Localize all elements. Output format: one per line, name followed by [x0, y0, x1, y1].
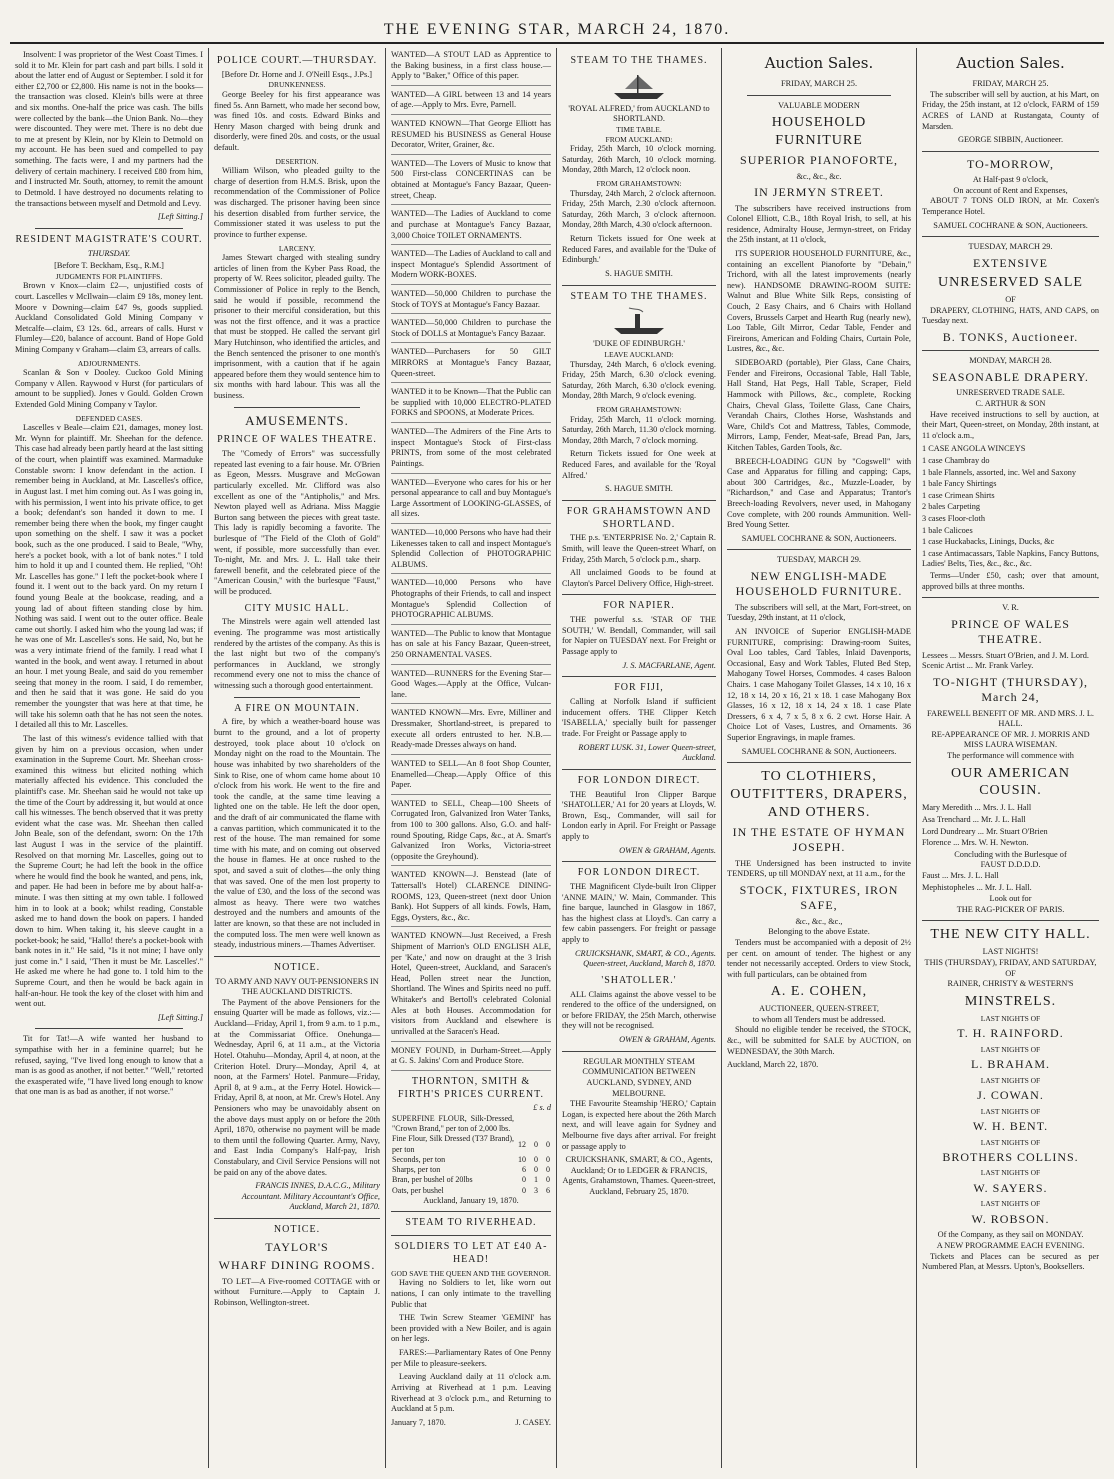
etc-line-2: &c., &c., &c., [795, 916, 843, 926]
price-cell: 3 [534, 1185, 538, 1195]
city-music-hall-title: CITY MUSIC HALL. [244, 602, 350, 614]
performer-name: BROTHERS COLLINS. [942, 1150, 1079, 1165]
new-programme: A NEW PROGRAMME EACH EVENING. [936, 1241, 1085, 1250]
left-sitting-2: [Left Sitting.] [157, 1012, 203, 1022]
desertion-title: DESERTION. [275, 156, 319, 166]
prices-date: Auckland, January 19, 1870. [423, 1195, 519, 1205]
duke-grahamstown-times: Friday, 25th March, 11 o'clock morning. Saturday, 26th March, 11.30 o'clock morning. Monday, 28th March, 7 o'clock morning. [562, 414, 716, 445]
price-cell: 0 [546, 1154, 550, 1164]
performer-name: W. SAYERS. [973, 1181, 1048, 1196]
napier-title: FOR NAPIER. [603, 600, 675, 612]
farewell-benefit: FAREWELL BENEFIT OF MR. AND MRS. J. L. HALL. [927, 708, 1094, 729]
judgments-text: Brown v Knox—claim £2—, unjustified costs of court. Lascelles v McIlwain—claim £9 18s, money lent. Moore v Downing—claim £47 9s, goods supplied. Auckland Consolidated Gold Mining Company v Metcalfe—claim, £3 12s. 6d., arrears of calls. Hurst v Flumley—£20, balance of account. Band of Hope Gold Mining Company v Graham—claim £3, arrears of calls. [15, 281, 203, 355]
rm-court-before: [Before T. Beckham, Esq., R.M.] [54, 261, 164, 271]
prices-table [391, 1114, 551, 1196]
price-row [391, 1134, 551, 1154]
steamer-icon [609, 306, 669, 336]
tomorrow-title: TO-MORROW, [966, 156, 1054, 171]
price-row [391, 1155, 551, 1165]
performer-name: J. COWAN. [977, 1088, 1044, 1103]
wanted-ad: WANTED—Everyone who cares for his or her personal appearance to call and buy Montague's Large Assortment of LOOKING-GLASSES, of all sizes. [391, 478, 551, 524]
jermyn-street: IN JERMYN STREET. [754, 185, 884, 200]
city-music-hall-text: The Minstrels were again well attended last evening. The programme was most artistically rendered by the artistes of the company. As this is the last night but two of the company's performances in Auckland, we strongly recommend every one not to miss the chance of witnessing such a thorough good entertainment. [214, 617, 380, 691]
divider [562, 500, 716, 501]
lot-item: 2 bales Carpeting [922, 502, 981, 512]
wanted-ad: WANTED to SELL, Cheap—100 Sheets of Corrugated Iron, Galvanized Iron Water Tanks, from 100 to 300 gallons. Also, G.O. and half-round Spouting, Ridge Caps, &c., at A. Smart's Galvanized Iron Works, Victoria-street (opposite the Greyhound). [391, 799, 551, 867]
wanted-ad: WANTED—50,000 Children to purchase the Stock of DOLLS at Montague's Fancy Bazaar. [391, 318, 551, 343]
pensioners-signature: FRANCIS INNES, D.A.C.G., Military Accountant. Military Accountant's Office, Auckland, March 21, 1870. [241, 1181, 380, 1212]
from-auckland: FROM AUCKLAND: [605, 134, 673, 144]
police-court-title: POLICE COURT.—THURSDAY. [216, 55, 378, 66]
cast-item: Mephistopheles ... Mr. J. L. Hall. [922, 882, 1032, 892]
date-friday-2: FRIDAY, MARCH 25. [972, 79, 1049, 89]
valuable-modern: VALUABLE MODERN [778, 100, 860, 110]
defended-title: DEFENDED CASES. [75, 413, 143, 423]
price-cell: 0 [546, 1139, 550, 1149]
price-cell: Seconds, per ton [392, 1154, 446, 1164]
pensioners-heading: TO ARMY AND NAVY OUT-PENSIONERS IN THE AUCKLAND DISTRICTS. [215, 976, 379, 997]
date-tuesday-2: TUESDAY, MARCH 29. [968, 242, 1053, 252]
auction-sales-header: Auction Sales. [764, 54, 874, 72]
price-row [391, 1165, 551, 1175]
cochrane-signature-2: SAMUEL COCHRANE & SON, Auctioneers. [741, 746, 897, 756]
regular-steam-title: REGULAR MONTHLY STEAM COMMUNICATION BETWEEN AUCKLAND, SYDNEY, AND MELBOURNE. [582, 1056, 696, 1098]
farm-text: The subscriber will sell by auction, at his Mart, on Friday, the 25th instant, at 12 o'clock, FARM of 159 ACRES of LAND at Rustangata, County of Marsden. [922, 89, 1099, 131]
tenders-text: Tenders must be accompanied with a deposit of 2½ per cent. on amount of tender. The highest or any tender not necessarily accepted. Orders to view Stock, with full particulars, can be obtained from [727, 937, 911, 979]
cast-item: Florence ... Mrs. W. H. Newton. [922, 838, 1029, 848]
wanted-ad: WANTED—10,000 Persons who have had their Likenesses taken to call and inspect Montague's Splendid Collection of PHOTOGRAPHIC ALBUMS. [391, 528, 551, 574]
cast-item: Asa Trenchard ... Mr. J. L. Hall [922, 814, 1026, 824]
notice2-title: NOTICE. [273, 1224, 321, 1236]
wanted-ad: WANTED—The Public to know that Montague has on sale at his Fancy Bazaar, Queen-street, 250 ORNAMENTAL VASES. [391, 629, 551, 665]
pow-theatre-title: PRINCE OF WALES THEATRE. [217, 434, 377, 446]
thames-title: STEAM TO THE THAMES. [570, 55, 708, 66]
price-cell: 0 [546, 1175, 550, 1185]
divider [562, 676, 716, 677]
faust-cast-list [922, 871, 1099, 893]
taylors-title: TAYLOR'S [265, 1239, 329, 1254]
column-2 [209, 48, 386, 1468]
police-court-before: [Before Dr. Horne and J. O'Neill Esqs., J.Ps.] [221, 69, 373, 79]
price-cell: Sharps, per ton [392, 1165, 441, 1175]
napier-text: THE powerful s.s. 'STAR OF THE SOUTH,' W. Bendall, Commander, will sail for Napier on TUESDAY next. For Freight or Passage apply to [562, 615, 716, 657]
cohen-date: Auckland, March 22, 1870. [727, 1060, 819, 1070]
lot-item: 3 cases Floor-cloth [922, 513, 985, 523]
divider [391, 1235, 551, 1236]
unclaimed-goods: All unclaimed Goods to be found at Clayton's Parcel Delivery Office, High-street. [562, 568, 716, 588]
column-3 [386, 48, 557, 1468]
tonight-title: TO-NIGHT (THURSDAY), March 24, [932, 674, 1089, 705]
wanted-ad: WANTED KNOWN—Just Received, a Fresh Shipment of Marrion's OLD ENGLISH ALE, per 'Kate,' and now on draught at the 3 Irish Hotel, Queen-street, Auckland, and Saracen's Head, Pollen street near the Junction, Shortland. The Wines and Spirits need no puff. Whitaker's and Bertoll's celebrated Colonial Ales at both Houses. Accommodation for visitors from Auckland and elsewhere is unrivalled at the Saracen's Head. [391, 931, 551, 1041]
grahamstown-times: Thursday, 24th March, 2 o'clock afternoon. Friday, 25th March, 2.30 o'clock afternoon. Saturday, 26th March, 3 o'clock afternoon. Monday, 28th March, 4.30 o'clock afternoon. [562, 188, 716, 230]
divider [234, 407, 360, 408]
thames-title-2: STEAM TO THE THAMES. [570, 290, 708, 302]
lots-list [922, 444, 1099, 570]
performance-commence: The performance will commence with [947, 750, 1074, 760]
defended-text-2: The last of this witness's evidence tallied with that given by him on a previous occasion, when under examination in the Supreme Court. Mr. Sheehan cross-examined this witness but elicited nothing which materially affected his evidence. This concluded the plaintiff's case. Mr. Sheehan said he would not take up the time of the Court by addressing it, but would at once call his witnesses. The bench observed that it was pretty evident what the case was. Mr. Sheehan then called John Beale, son of the defendant, sworn: On the 17th last August I was in the service of the plaintiff. Resolved on that morning Mr. Lascelles, going out to the Supreme Court; he had left the book in the office where he would find the book he wanted, and pens, ink, and paper. He had been in before me by about half-a-minute. I was then sitting at my own table. I followed him in to look at a book; whilst reading, Constable asked me to hand down the book on papers. I handed down to him. When taking it, his sleeve caught in a pocket-book; he said, "Hallo! there's a pocket-book with bank notes in it." He said, "Is it not mine; I have only just come in." I said, "Then it must be Mr. Lascelles'." He asked me where he had gone to. I told him to the Supreme Court, and then he would be back again in half-an-hour. He took the key of the closet with him and went out. [15, 733, 203, 1009]
last-nights-of: LAST NIGHTS OF [980, 1137, 1041, 1147]
prices-current-title: THORNTON, SMITH & FIRTH'S PRICES CURRENT. [398, 1075, 544, 1100]
divider [922, 920, 1099, 921]
lot-item: 1 bale Flannels, assorted, inc. Wel and Saxony [922, 467, 1077, 477]
cast-item: Lord Dundreary ... Mr. Stuart O'Brien [922, 826, 1048, 836]
cruickshank-1: CRUICKSHANK, SMART, & CO., Agents. Queen-street, Auckland, March 8, 1870. [575, 948, 716, 969]
drapery-text: DRAPERY, CLOTHING, HATS, AND CAPS, on Tuesday next. [922, 305, 1099, 326]
seasonable-drapery: SEASONABLE DRAPERY. [932, 369, 1089, 384]
rent-account: On account of Rent and Expenses, [953, 185, 1068, 195]
price-row [391, 1114, 551, 1134]
shatoller-notice-title: 'SHATOLLER.' [601, 974, 677, 986]
price-cell: 0 [522, 1175, 526, 1185]
price-cell [527, 1114, 539, 1134]
rm-court-day: THURSDAY. [87, 248, 131, 258]
of-line: OF [1005, 295, 1016, 305]
lot-item: 1 bale Calicoes [922, 525, 973, 535]
wanted-ad: WANTED—RUNNERS for the Evening Star—Good Wages.—Apply at the Office, Vulcan-lane. [391, 669, 551, 705]
scenic-artist: Scenic Artist ... Mr. Frank Varley. [922, 661, 1034, 671]
invoice-text: AN INVOICE of Superior ENGLISH-MADE FURNITURE, comprising: Drawing-room Suites, Oval Loo tables, Card Tables, Inlaid Davenports, Occasional, Easy and Work Tables, Fluted Bed Step, Mahogany Towel Horses, Commodes. 4 cases Baloon Chairs. 1 case Mahogany Toilet Glasses, 14 x 10, 16 x 12, 18 x 14, 20 x 16, 21 x 18. 1 case Mahogany Box Glasses, 16 x 12, 18 x 14, 24 x 18. 1 case Plate Dressers, 6 x 4, 7 x 5, 8 x 6. 2 cwt. Horse Hair. A Choice Lot of Vases, Lustres, and Ornaments. 36 Superior Engravings, in maple frames. [727, 626, 911, 743]
wanted-ad: WANTED it to be Known—That the Public can be supplied with 10,000 ELECTRO-PLATED FORKS and SPOONS, at Moderate Prices. [391, 387, 551, 423]
belonging-text: Belonging to the above Estate. [768, 927, 870, 937]
undersigned-text: THE Undersigned has been instructed to invite TENDERS, up till MONDAY next, at 11 a.m., for the [727, 858, 911, 879]
tickets-text: Tickets and Places can be secured as per Numbered Plan, at Messrs. Upton's, Booksellers. [922, 1251, 1099, 1272]
divider [747, 95, 891, 96]
price-row [391, 1175, 551, 1185]
from-grahamstown-2: FROM GRAHAMSTOWN: [596, 404, 682, 414]
left-sitting: [Left Sitting.] [157, 212, 203, 222]
adjournments-title: ADJOURNMENTS. [77, 358, 141, 368]
price-cell: Fine Flour, Silk Dressed (T37 Brand), per ton [392, 1134, 514, 1154]
fire-title: A FIRE ON MOUNTAIN. [234, 702, 360, 714]
wanted-ad: WANTED—50,000 Children to purchase the Stock of TOYS at Montague's Fancy Bazaar. [391, 289, 551, 314]
hero-text: THE Favourite Steamship 'HERO,' Captain Logan, is expected here about the 26th March next, and will leave again for Sydney and Melbourne five days after arrival. For freight or passage apply to [562, 1099, 716, 1151]
return-tickets-2: Return Tickets issued for One week at Reduced Fares, and available for the 'Royal Alfred.' [562, 449, 716, 480]
last-nights-of: LAST NIGHTS OF [980, 1106, 1041, 1116]
concluding: Concluding with the Burlesque of [954, 849, 1067, 859]
price-cell: 0 [534, 1165, 538, 1175]
furniture-text-1: The subscribers have received instructions from Colonel Elliott, C.B., 18th Royal Irish, to sell, at his residence, Admiralty House, Jermyn-street, on Friday the 25th instant, at 11 o'clock, [727, 203, 911, 245]
arthur-name: C. ARTHUR & SON [975, 398, 1046, 408]
columns [10, 48, 1104, 1468]
lot-item: 1 case Crimean Shirts [922, 490, 995, 500]
price-cell: 0 [546, 1165, 550, 1175]
insolvency-text: Insolvent: I was proprietor of the West Coast Times. I sold it to Mr. Klein for part cash and part bills. I sold it about the latter end of August or September. I sold it for either £2,700 or £2,800. His name is not in the books—the transaction was closed. Klein's bills were at three and six months. One-half the price was cash. The bills were collected by the bank—the Union Bank. No—they were discounted. They were met. There is no debt due to me at present by Klein, nor by Klein to Detmold on my account. He has been sued and compelled to pay something. The facts were, I and my partners had the delivery of certain machinery. I received £80 from him, and I instructed Mr. South, attorney, to remit the amount to Detmold. I have destroyed no documents relating to the transactions between myself and Detmold and Levy. [15, 50, 203, 208]
etc-line: &c., &c., &c. [796, 171, 842, 181]
wanted-ad: WANTED to SELL—An 8 foot Shop Counter, Enamelled—Cheap.—Apply Office of this Paper. [391, 759, 551, 795]
macfarlane-signature: J. S. MACFARLANE, Agent. [622, 660, 716, 670]
minstrels-title: MINSTRELS. [964, 993, 1057, 1009]
from-grahamstown: FROM GRAHAMSTOWN: [596, 179, 682, 189]
last-nights-of: LAST NIGHTS OF [980, 1013, 1041, 1023]
faust-title: FAUST D.D.D.D. [980, 860, 1041, 870]
defended-text: Lascelles v Beale—claim £21, damages, money lost. Mr. Wynn for plaintiff. Mr. Sheehan for the defence. This case had already been partly heard at the last sitting of the court, when plaintiff was examined. Marmaduke Constable sworn: I know defendant in the action. I remember being in Auckland, at Mr. Lascelles's office, in August last. I met him coming out. As I was going in, with his permission, I went into his private office, to get a book; defendant's son handed it down to me. I remember being there when the book, my finger caught upon something on the shelf. I saw it was a pocket book, such as the one produced. I said to Beale, "Why, here's a pocket book, with a lot of bank notes." I told him to hold it up and I counted them. He replied, "Oh! Mr. Lascelles has gone." I left the pocket-book where I found it. I went out to the back yard. On my return I found young Beale at the bookcase, reading, and a young lad of about fifteen standing close by him. Nothing was said. I went out to the outer office. Beale came out shortly. I asked him who the young lad was; if he was one of Mr. Lascelles's sons. He said, No, but he was a very intimate friend of the family. I read what I wanted in the book, and went away. I returned in about an hour. I met young Beale, and said do you remember seeing that money in the room. I said, I do remember, and then he said that it was gone. He said do you remember the youngster that was here at that time, he will take his solemn oath that he has not seen the notes. I detailed all this to Mr. Lascelles. [15, 423, 203, 730]
lessees: Lessees ... Messrs. Stuart O'Brien, and J. M. Lord. [922, 650, 1089, 660]
price-cell: 6 [546, 1185, 550, 1195]
cohen-name: A. E. COHEN, [770, 984, 868, 1000]
date-monday: MONDAY, MARCH 28. [969, 356, 1052, 366]
pow-theatre-text: The "Comedy of Errors" was successfully repeated last evening to a fair house. Mr. O'Brien as Egeon, Messrs. Musgrave and McGowan particularly excelled. Mr. Clifford was also excellent as one of the "Antipholis," and Mrs. Newton played well as Adriana. Miss Maggie Burton sang between the pieces with great taste. This lady is rapidly becoming a favorite. The burlesque of "The Field of the Cloth of Gold" went, if possible, more successfully than ever. To-night, Mr. and Mrs. J. L. Hall take their farewell benefit, and the celebrated piece of the "American Cousin," with the burlesque "Faust," will be produced. [214, 449, 380, 596]
auction-sales-header-2: Auction Sales. [956, 54, 1065, 72]
price-cell: Oats, per bushel [392, 1185, 444, 1195]
divider [922, 151, 1099, 152]
column-5 [722, 48, 917, 1468]
price-row [391, 1186, 551, 1196]
divider [562, 769, 716, 770]
riverhead-title: STEAM TO RIVERHEAD. [405, 1217, 537, 1229]
grahamstown-shortland-title: FOR GRAHAMSTOWN AND SHORTLAND. [566, 505, 712, 530]
wanted-ad: WANTED KNOWN—J. Benstead (late of Tattersall's Hotel) CLARENCE DINING-ROOMS, 123, Queen-street (next door Union Bank). Hot Suppers of all kinds. Fowls, Ham, Eggs, Oysters, &c., &c. [391, 870, 551, 927]
last-nights-of: LAST NIGHTS OF [980, 1075, 1041, 1085]
divider [234, 697, 360, 698]
lot-item: 1 bale Fancy Shirtings [922, 479, 997, 489]
price-cell: Bran, per bushel of 20lbs [392, 1175, 473, 1185]
last-nights-of: LAST NIGHTS OF [980, 1044, 1041, 1054]
ragpicker-title: THE RAG-PICKER OF PARIS. [956, 904, 1065, 914]
shatoller-text: THE Beautiful Iron Clipper Barque 'SHATOLLER,' A1 for 20 years at Lloyds, W. Brown, Esq., Commander, will sail for London early in April. For Freight or Passage apply to [562, 789, 716, 841]
pensioners-text: The Payment of the above Pensioners for the ensuing Quarter will be made as follows, viz.:—Auckland—Friday, April 1, from 9 a.m. to 1 p.m., at the Commissariat Office. Onehunga—Wednesday, April 6, at 11 a.m., at the Victoria Hotel. Otahuhu—Monday, April 4, at noon, at the Criterion Hotel. Drury—Monday, April 4, at noon, at the Farmers' Hotel. Panmure—Friday, April 8, at 9 a.m., at the Ferry Hotel. Howick—Friday, April 8, at noon, at Mr. Crew's Hotel. Any Pensioners who may be unavoidably absent on the above days must apply on or before the 20th April, 1870, otherwise no payment will be made to them until the following Quarter. Army, Navy, and East India Company's Half-pay, Irish Constabulary, and Civil Service Pensions will not be paid on any of the above dates. [214, 997, 380, 1177]
tonks-signature: B. TONKS, Auctioneer. [942, 329, 1079, 344]
lot-item: 1 case Huckabacks, Linings, Ducks, &c [922, 537, 1055, 547]
should-text: Should no eligible tender be received, the STOCK, &c., will be submitted for SALE by AUCTION, on WEDNESDAY, the 30th March. [727, 1025, 911, 1056]
god-save-queen: GOD SAVE THE QUEEN AND THE GOVERNOR. [391, 1268, 551, 1278]
drunkenness-text: George Beeley for his first appearance was fined 5s. Ann Barnett, who made her second bow, was fined 10s. and costs. Edward Binks and Henry Mason charged with being drunk and disorderly, were fined 20s. and costs, or the usual default. [214, 90, 380, 153]
wanted-ad: WANTED—10,000 Persons who have Photographs of their Friends, to call and inspect Montague's Splendid Collection of PHOTOGRAPHIC ALBUMS. [391, 578, 551, 624]
performer-names [922, 1014, 1099, 1228]
divider [391, 1211, 551, 1212]
date-friday: FRIDAY, MARCH 25. [780, 79, 858, 89]
fiji-title: FOR FIJI, [614, 682, 664, 694]
wharf-dining-title: WHARF DINING ROOMS. [218, 1258, 376, 1273]
price-cell: 1 [534, 1175, 538, 1185]
last-nights-of: LAST NIGHTS OF [980, 1168, 1041, 1178]
price-cell [539, 1114, 551, 1134]
date-tuesday: TUESDAY, MARCH 29. [777, 555, 861, 565]
hague-smith-1: S. HAGUE SMITH. [605, 268, 673, 278]
this-thursday: THIS (THURSDAY), FRIDAY, AND SATURDAY, OF [924, 957, 1097, 978]
price-cell: SUPERFINE FLOUR, Silk-Dressed, "Crown Brand," per ton of 2,000 lbs. [392, 1113, 514, 1134]
divider [214, 1218, 380, 1219]
company-sail: Of the Company, as they sail on MONDAY. [937, 1230, 1084, 1240]
divider [922, 597, 1099, 598]
owen-graham-1: OWEN & GRAHAM, Agents. [619, 845, 716, 855]
price-cell: 6 [522, 1165, 526, 1175]
price-cell: 0 [534, 1154, 538, 1164]
riverhead-footer [391, 1418, 551, 1429]
lusk-signature: ROBERT LUSK. 31, Lower Queen-street, Auckland. [578, 742, 716, 763]
larceny-title: LARCENY. [278, 243, 316, 253]
drunkenness-title: DRUNKENNESS. [268, 80, 326, 90]
wanted-ads-list [391, 50, 551, 1042]
half-past: At Half-past 9 o'clock, [972, 175, 1049, 185]
performer-name: L. BRAHAM. [970, 1057, 1050, 1072]
furniture-text-2: ITS SUPERIOR HOUSEHOLD FURNITURE, &c., containing an excellent Pianoforte by "Debain," Trichord, with all the latest improvements (nearly new). HANDSOME DRAWING-ROOM SUITE: Walnut and Blue White Silk Reps, consisting of Couch, 2 Easy Chairs, and 6 Chairs with Holland Covers, Brussels Carpet and Hearth Rug (nearly new), Loo Table, Gilt Mirror, Cedar Table, Fender and Fireirons, American and Folding Chairs, Curtain Pole, Lustres, &c., &c. [727, 248, 911, 354]
fares-text: FARES:—Parliamentary Rates of One Penny per Mile to pleasure-seekers. [391, 1348, 551, 1368]
lot-item: 1 case Antimacassars, Table Napkins, Fancy Buttons, Ladies' Belts, Ties, &c., &c., &c. [922, 548, 1099, 569]
performer-name: W. H. BENT. [972, 1119, 1049, 1134]
divider [727, 549, 911, 550]
cruickshank-2: CRUICKSHANK, SMART, & CO., Agents, Auckland; Or to LEDGER & FRANCIS, Agents, Grahamstown, Thames. Queen-street, Auckland, February 25, 1870. [562, 1155, 716, 1197]
amusements-title: AMUSEMENTS. [245, 412, 349, 428]
addressed-text: to whom all Tenders must be addressed. [752, 1014, 886, 1024]
judgments-title: JUDGMENTS FOR PLAINTIFFS. [55, 271, 163, 281]
claims-text: ALL Claims against the above vessel to be rendered to the office of the undersigned, on or before FRIDAY, the 25th March, otherwise they will not be recognised. [562, 989, 716, 1031]
soldiers-text: Having no Soldiers to let, like worn out nations, I can only intimate to the travelling Public that [391, 1278, 551, 1309]
masthead [10, 6, 1104, 44]
notice-title: NOTICE. [273, 961, 321, 973]
owen-graham-2: OWEN & GRAHAM, Agents. [619, 1035, 716, 1045]
column-6 [917, 48, 1104, 1468]
divider [922, 236, 1099, 237]
duke-auckland-times: Thursday, 24th March, 6 o'clock evening. Friday, 25th March, 6.30 o'clock evening. Saturday, 26th March, 6.30 o'clock evening. Monday, 28th March, 9 o'clock evening. [562, 359, 716, 401]
arthur-text: Have received instructions to sell by auction, at their Mart, Queen-street, on Monday, 28th instant, at 11 o'clock a.m., [922, 409, 1099, 440]
lot-item: 1 CASE ANGOLA WINCEYS [922, 444, 1026, 454]
reappearance: RE-APPEARANCE OF MR. J. MORRIS AND MISS LAURA WISEMAN. [931, 729, 1090, 750]
divider [562, 285, 716, 286]
enterprise-text: THE p.s. 'ENTERPRISE No. 2,' Captain R. Smith, will leave the Queen-street Wharf, on Friday, 25th March, 5 o'clock p.m., sharp. [562, 533, 716, 564]
lookout: Look out for [989, 894, 1032, 904]
wanted-ad: WANTED—A STOUT LAD as Apprentice to the Baking business, in a first class house.—Apply to "Baker," Office of this paper. [391, 50, 551, 86]
money-found-text: MONEY FOUND, in Durham-Street.—Apply at G. S. Jakins' Corn and Produce Store. [391, 1045, 551, 1066]
rm-court-title: RESIDENT MAGISTRATE'S COURT. [15, 233, 203, 245]
riverhead-date: January 7, 1870. [391, 1417, 446, 1427]
performer-name: T. H. RAINFORD. [957, 1026, 1064, 1041]
divider [922, 350, 1099, 351]
divider [727, 762, 911, 763]
furniture-text-4: BREECH-LOADING GUN by "Cogswell" with Case and Apparatus for filling and capping; Caps, about 300 Cartridges, &c., Muzzle-Loader, by "Richardson," and Case and Apparatus; Trantor's Breech-loading Revolvers, never used, in Mahogany Cove complete, with 200 rounds Ammunition. Well-Bred Young Setter. [727, 456, 911, 530]
price-cell: 0 [534, 1139, 538, 1149]
london-title-1: FOR LONDON DIRECT. [577, 774, 701, 786]
wanted-ad: WANTED—The Admirers of the Fine Arts to inspect Montague's Stock of First-class PRINTS, from some of the most celebrated Paintings. [391, 427, 551, 473]
old-iron-text: ABOUT 7 TONS OLD IRON, at Mr. Coxen's Temperance Hotel. [922, 196, 1099, 217]
wanted-ad: WANTED—A GIRL between 13 and 14 years of age.—Apply to Mrs. Evre, Parnell. [391, 90, 551, 115]
fiji-text: Calling at Norfolk Island if sufficient inducement offers. THE Clipper Ketch 'ISABELLA,' specially built for passenger trade. For Freight or Passage apply to [562, 697, 716, 738]
clothiers-title: TO CLOTHIERS, OUTFITTERS, DRAPERS, AND OTHERS. [730, 769, 908, 821]
column-1 [10, 48, 209, 1468]
fire-text: A fire, by which a weather-board house was burnt to the ground, and a lot of property destroyed, took place about 10 o'clock on Monday night on the road to the Mountain. The house was inhabited by two shareholders of the Sink to Rise, one of whom came home about 10 o'clock from his work. He went to the fire and took the candle, at the same time leaving a lighted one on the table. He left the door open, and the draft of air communicated the flame with a canvas partition, which communicated it to the rest of the house. The man remained for some time with his mate, and on coming out observed the house in flames. He at once rushed to the spot, and saved a suit of clothes—the only thing that was saved. One of the men lost property to the value of £30, and the loss of the second was almost as heavy. There were two watches destroyed and the numbers and amounts of the latter are known, so that these are not included in the computed loss. The men were well known as steady, industrious miners.—Thames Advertiser. [214, 717, 380, 950]
soldiers-title: SOLDIERS TO LET AT £40 A-HEAD! [394, 1241, 548, 1266]
price-cell: 0 [522, 1185, 526, 1195]
divider [214, 956, 380, 957]
lot-item: 1 case Chambray do [922, 455, 990, 465]
hague-smith-2: S. HAGUE SMITH. [605, 484, 673, 494]
estate-title: IN THE ESTATE OF HYMAN JOSEPH. [732, 825, 906, 855]
money-found-ad [391, 1046, 551, 1071]
cochrane-signature-1: SAMUEL COCHRANE & SON, Auctioneers. [741, 533, 897, 543]
divider [35, 228, 183, 229]
auckland-times: Friday, 25th March, 10 o'clock morning. Saturday, 26th March, 10 o'clock morning. Monday, 28th March, 12 o'clock noon. [562, 144, 716, 175]
tit-for-tat: Tit for Tat!—A wife wanted her husband to sympathise with her in a feminine quarrel; but he refused, saying, "I've lived long enough to know that a man is as good as another, if not better." "Well," retorted the exasperated wife, "I have lived long enough to know that one man is as bad as another, if not worse." [15, 1034, 203, 1097]
larceny-text: James Stewart charged with stealing sundry articles of linen from the Kyber Pass Road, the property of W. Rees solicitor, pleaded guilty. The Commissioner of Police in reply to the Bench, said he would if possible, recommend the prisoner to their merciful consideration, but this was not the first offence, and it was a practice that must be stopped. He called the servant girl Mary Hutchinson, who identified the articles, and the Bench sentenced the prisoner to one month's imprisonment, with a caution that if he again appeared before them they would sentence him to six months with hard labour. This was all the business. [214, 253, 380, 401]
divider [562, 594, 716, 595]
cast-list [922, 803, 1099, 848]
duke-title: 'DUKE OF EDINBURGH.' [593, 339, 685, 349]
timetable-title: TIME TABLE. [616, 125, 662, 135]
price-cell: 12 [518, 1139, 526, 1149]
wanted-ad: WANTED—The Ladies of Auckland to call and inspect Montague's Splendid Assortment of Modern WORK-BOXES. [391, 249, 551, 285]
household-furniture: HOUSEHOLD FURNITURE [771, 115, 867, 149]
leave-auckland: LEAVE AUCKLAND: [604, 349, 674, 359]
riverhead-signature: J. CASEY. [515, 1417, 551, 1427]
rainer-title: RAINER, CHRISTY & WESTERN'S [947, 979, 1074, 989]
wanted-ad: WANTED—The Lovers of Music to know that 500 First-class CONCERTINAS can be obtained at Montague's Fancy Bazaar, Queen-street, Cheap. [391, 159, 551, 205]
royal-alfred-title: 'ROYAL ALFRED,' from AUCKLAND to SHORTLAND. [568, 103, 710, 124]
cohen-title: AUCTIONEER, QUEEN-STREET, [759, 1004, 879, 1014]
wanted-ad: WANTED—The Ladies of Auckland to come and purchase at Montague's Fancy Bazaar, 3,000 Choice TOILET ORNAMENTS. [391, 209, 551, 245]
london-title-2: FOR LONDON DIRECT. [577, 867, 701, 879]
superior-pianoforte: SUPERIOR PIANOFORTE, [740, 153, 898, 168]
price-cell: 10 [518, 1154, 526, 1164]
cast-item: Faust ... Mrs. J. L. Hall [922, 871, 999, 881]
sibbin-signature: GEORGE SIBBIN, Auctioneer. [957, 135, 1064, 145]
english-furniture-title: NEW ENGLISH-MADE HOUSEHOLD FURNITURE. [735, 569, 903, 599]
leaving-text: Leaving Auckland daily at 11 o'clock a.m. Arriving at Riverhead at 1 p.m. Leaving Riverhead at 3 o'clock p.m., and Returning to Auckland at 5 p.m. [391, 1372, 551, 1414]
price-cell [515, 1114, 527, 1134]
price-columns: £ s. d [533, 1103, 551, 1113]
last-nights: LAST NIGHTS! [982, 947, 1039, 957]
new-city-hall-title: THE NEW CITY HALL. [930, 927, 1091, 943]
desertion-text: William Wilson, who pleaded guilty to the charge of desertion from H.M.S. Brisk, upon the recommendation of the Commissioner of Police was discharged. The prisoner having been since his desertion disabled from further service, the Commissioner stated it was useless to put the province to further expense. [214, 166, 380, 239]
trade-sale-title: UNRESERVED TRADE SALE. [956, 388, 1065, 398]
extensive-title: EXTENSIVE [973, 255, 1048, 270]
pow-theatre-ad: PRINCE OF WALES THEATRE. [951, 616, 1070, 647]
masthead-title: THE EVENING STAR, MARCH 24, 1870. [383, 21, 731, 38]
anne-main-text: THE Magnificent Clyde-built Iron Clipper 'ANNE MAIN,' W. Main, Commander. This fine barque, launched in Glasgow in 1867, has the highest class at Lloyd's. Can carry a few cabin passengers. For freight or passage apply to [562, 881, 716, 945]
vr-mark: V. R. [1002, 603, 1019, 613]
unreserved-title: UNRESERVED SALE [938, 275, 1083, 291]
performer-name: W. ROBSON. [971, 1212, 1050, 1227]
cottage-ad: TO LET—A Five-roomed COTTAGE with or without Furniture.—Apply to Captain J. Robinson, Wellington-street. [214, 1276, 380, 1307]
cochrane-signature-3: SAMUEL COCHRANE & SON, Auctioneers. [933, 220, 1088, 230]
american-cousin-title: OUR AMERICAN COUSIN. [951, 765, 1070, 799]
ship-icon [609, 71, 669, 101]
divider [35, 1028, 183, 1029]
return-tickets: Return Tickets issued for One week at Reduced Fares, and available for the 'Duke of Edinburgh.' [562, 234, 716, 265]
furniture-text-3: SIDEBOARD (portable), Pier Glass, Cane Chairs, Fender and Fireirons, Occasional Table, Hall Table, Hall Stand, Hat Pegs, Hall Table, Scraper, Field Hammock with Pillows, &c., complete, Rocking Chairs, Cheval Glass, Toilette Glass, Cane Chairs, Verandah Chairs, Clothes Horse, Washstands and Ware, Child's Cot and Mattress, Tables, Commode, Mirrors, Lamp, Fender, Meat-safe, Bread Pan, Jars, Kitchen Tables, Garden Tools, &c. [727, 358, 911, 452]
gemini-text: THE Twin Screw Steamer 'GEMINI' has been provided with a New Boiler, and is again on her legs. [391, 1313, 551, 1344]
cast-item: Mary Meredith ... Mrs. J. L. Hall [922, 803, 1032, 813]
wanted-ad: WANTED KNOWN—Mrs. Evre, Milliner and Dressmaker, Shortland-street, is prepared to execute all orders entrusted to her. N.B.—Ready-made Dresses always on hand. [391, 708, 551, 754]
terms-text: Terms—Under £50, cash; over that amount, approved bills at three months. [922, 571, 1099, 591]
stock-fixtures: STOCK, FIXTURES, IRON SAFE, [739, 882, 899, 913]
english-furniture-text: The subscribers will sell, at the Mart, Fort-street, on Tuesday, 29th instant, at 11 o'clock, [727, 602, 911, 623]
wanted-ad: WANTED KNOWN—That George Elliott has RESUMED his BUSINESS as General House Decorator, Writer, Grainer, &c. [391, 119, 551, 155]
divider [562, 861, 716, 862]
column-4 [557, 48, 722, 1468]
last-nights-of: LAST NIGHTS OF [980, 1199, 1041, 1209]
wanted-ad: WANTED—Purchasers for 50 GILT MIRRORS at Montague's Fancy Bazaar, Queen-street. [391, 347, 551, 383]
adjournments-text: Scanlan & Son v Dooley. Cuckoo Gold Mining Company v Allen. Raywood v Hurst (for particulars of amount to be supplied). Jones v Gould. Golden Crown Extended Gold Mining Company v Taylor. [15, 368, 203, 410]
divider [562, 1051, 716, 1052]
